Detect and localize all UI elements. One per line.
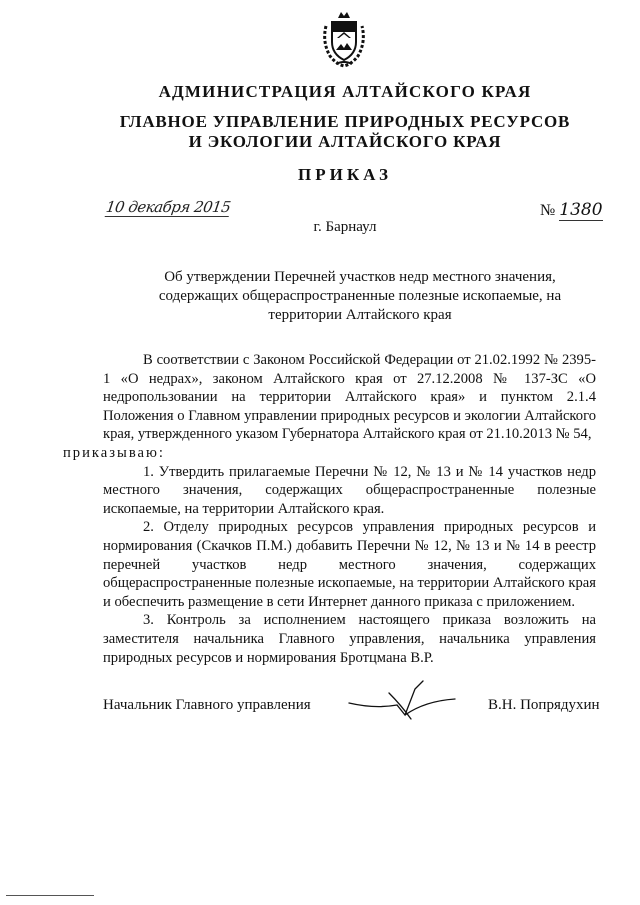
document-date: 10 декабря 2015 bbox=[104, 198, 232, 216]
signatory-name: В.Н. Попрядухин bbox=[488, 697, 600, 713]
footer-rule bbox=[6, 895, 94, 896]
number-label: № bbox=[540, 202, 556, 219]
preamble-text: В соответствии с Законом Российской Федерации от 21.02.1992 № 2395-1 «О недрах», законом Алтайского края от 27.12.2008 № 137-ЗС «О недропользовании на территории Алтайского края» и пунктом 2.1.4 Положения о Главном управлении природных ресурсов и экологии Алтайского края, утвержденного указом Губернатора Алтайского края от 21.10.2013 № 54, bbox=[103, 352, 596, 443]
altai-krai-coat-of-arms-icon bbox=[318, 8, 370, 68]
number-value: 1380 bbox=[559, 200, 603, 220]
administration-title: АДМИНИСТРАЦИЯ АЛТАЙСКОГО КРАЯ bbox=[158, 82, 532, 101]
city: г. Барнаул bbox=[313, 219, 377, 235]
order-item-1: 1. Утвердить прилагаемые Перечни № 12, № 13 и № 14 участков недр местного значения, содержащих общераспространенные полезные ископаемые, на территории Алтайского края. bbox=[103, 463, 596, 517]
department-title bbox=[0, 112, 640, 152]
department-title-line-1: ГЛАВНОЕ УПРАВЛЕНИЕ ПРИРОДНЫХ РЕСУРСОВ bbox=[119, 112, 571, 131]
order-word: приказываю: bbox=[63, 444, 165, 461]
preamble-paragraph bbox=[63, 351, 596, 463]
document-body bbox=[63, 351, 596, 667]
order-item-2: 2. Отделу природных ресурсов управления природных ресурсов и нормирования (Скачков П.М.) добавить Перечни № 12, № 13 и № 14 в реестр перечней участков недр местного значения, содержащих общераспространенные полезные ископаемые, на территории Алтайского края и обеспечить размещение в сети Интернет данного приказа с приложением. bbox=[103, 519, 596, 610]
department-title-line-2: И ЭКОЛОГИИ АЛТАЙСКОГО КРАЯ bbox=[188, 132, 502, 151]
document-subject: Об утверждении Перечней участков недр местного значения, содержащих общераспространенные полезные ископаемые, на территории Алтайского края bbox=[158, 269, 562, 323]
document-type: ПРИКАЗ bbox=[298, 165, 392, 184]
document-number bbox=[540, 200, 603, 220]
order-item-3: 3. Контроль за исполнением настоящего приказа возложить на заместителя начальника Главного управления, начальника управления природных ресурсов и нормирования Бротцмана В.Р. bbox=[103, 612, 596, 666]
signatory-position: Начальник Главного управления bbox=[103, 697, 311, 713]
handwritten-signature-icon bbox=[345, 675, 460, 723]
